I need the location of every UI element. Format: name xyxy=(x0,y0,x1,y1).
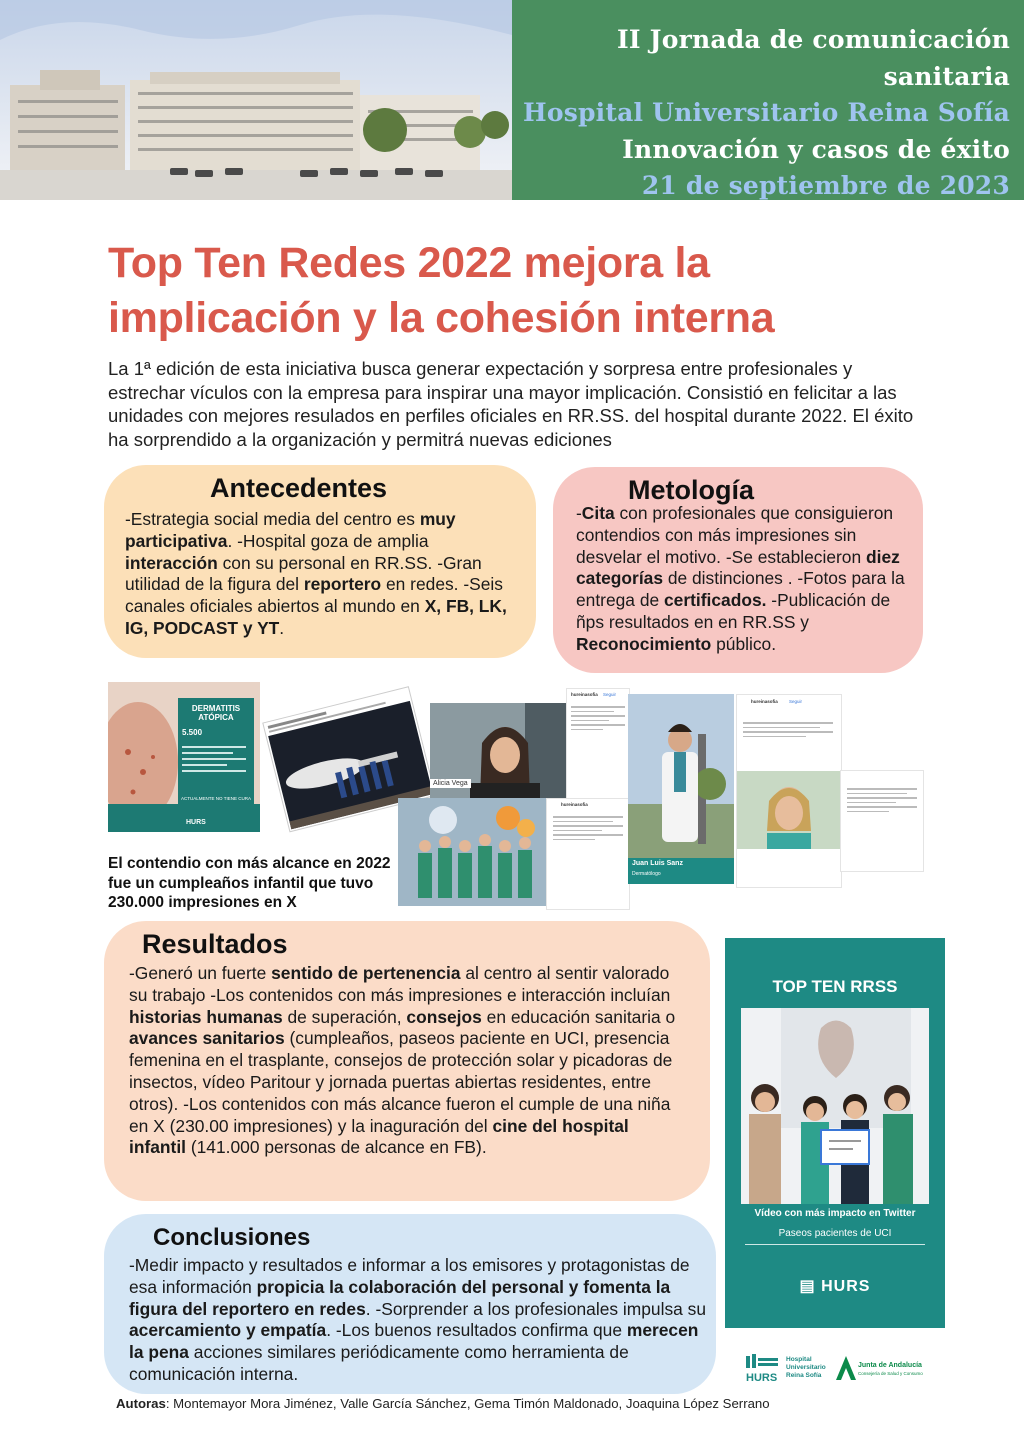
dermatitis-card xyxy=(108,682,260,832)
insta-text-2 xyxy=(553,813,623,843)
insta-text-4 xyxy=(847,785,917,815)
instagram-post-2 xyxy=(546,798,630,910)
birthday-group-photo xyxy=(398,798,546,906)
insta-user-2: hureinasofia xyxy=(561,802,588,807)
dermatitis-card-bullets xyxy=(182,742,246,776)
poster-hurs-logo: ▤ HURS xyxy=(799,1278,871,1295)
insta-text-1 xyxy=(571,703,625,733)
conclusiones-heading: Conclusiones xyxy=(153,1224,311,1251)
dermatitis-card-brand: HURS xyxy=(186,819,206,826)
authors-label: Autoras xyxy=(116,1396,166,1411)
junta-logo-name: Junta de Andalucía xyxy=(858,1362,922,1369)
conclusiones-text: -Medir impacto y resultados e informar a los emisores y protagonistas de esa información propicia la colaboración del personal y fomenta la figura del reportero en redes. -Sorprender a los profesionales impulsa su acercamiento y empatía. -Los buenos resultados confirma que merecen la pena acciones similares periódicamente como herramienta de comunicación interna. xyxy=(129,1255,707,1384)
conclusiones-box xyxy=(104,1214,716,1394)
dermatitis-card-title: DERMATITIS ATÓPICA xyxy=(191,704,241,722)
header-event-title: II Jornada de comunicación sanitaria xyxy=(616,25,1010,91)
dermatologist-video xyxy=(628,694,734,884)
authors-line xyxy=(116,1396,936,1411)
header-hospital-name: Hospital Universitario Reina Sofía xyxy=(523,98,1010,127)
poster-divider xyxy=(745,1244,925,1245)
hospital-illustration xyxy=(0,0,512,200)
intro-paragraph: La 1ª edición de esta iniciativa busca generar expectación y sorpresa entre profesionales y estrechar vículos con la empresa para inspirar una mayor implicación. Consistió en felicitar a las unidades con mejores resulados en perfiles oficiales en RR.SS. del hospital durante 2022. El éxito ha sorprendido a la organización y permitrá nuevas ediciones xyxy=(108,358,914,451)
poster-title-line1: Top Ten Redes 2022 mejora la xyxy=(108,239,710,287)
header-theme: Innovación y casos de éxito xyxy=(622,134,1010,164)
insta-follow-3[interactable]: Seguir xyxy=(789,699,803,704)
poster-card-title: TOP TEN RRSS xyxy=(772,977,898,996)
institution-logos xyxy=(746,1354,946,1390)
insta-user-1: hureinasofia xyxy=(571,692,598,697)
poster-subtitle-topic: Paseos pacientes de UCI xyxy=(778,1228,892,1239)
doctor-role: Dermatólogo xyxy=(632,871,661,877)
dermatitis-card-footer: ACTUALMENTE NO TIENE CURA xyxy=(181,796,251,801)
poster-title-line2: implicación y la cohesión interna xyxy=(108,294,775,342)
junta-logo-dept: Consejería de Salud y Consumo xyxy=(858,1371,923,1376)
header-date: 21 de septiembre de 2023 xyxy=(641,171,1010,200)
metologia-text: -Cita con profesionales que consiguieron contendios con más impresiones sin desvelar el motivo. -Se establecieron diez categorías de distinciones . -Fotos para la entrega de certificados. -Publicación de ñps resultados en en RR.SS y Reconocimiento público. xyxy=(576,503,905,654)
instagram-post-4 xyxy=(840,770,924,872)
header-banner xyxy=(512,0,1024,200)
junta-logo-icon xyxy=(836,1356,856,1380)
authors-names: : Montemayor Mora Jiménez, Valle García Sánchez, Gema Timón Maldonado, Joaquina López Serrano xyxy=(165,1396,770,1411)
poster-subtitle-impact: Vídeo con más impacto en Twitter xyxy=(754,1208,916,1219)
resultados-text: -Generó un fuerte sentido de pertenencia al centro al sentir valorado su trabajo -Los contenidos con más impresiones e interacción incluían historias humanas de superación, consejos en educación sanitaria o avances sanitarios (cumpleaños, paseos paciente en UCI, presencia femenina en el trasplante, consejos de protección solar y picadoras de insectos, vídeo Paritour y jornada puertas abiertas residentes, entre otros). -Los contenidos con más alcance fueron el cumple de una niña en X (230.00 impresiones) y la inaguración del cine del hospital infantil (141.000 personas de alcance en FB). xyxy=(129,963,676,1158)
insta-follow-1[interactable]: Seguir xyxy=(603,692,617,697)
insta-text-3 xyxy=(743,719,833,740)
resultados-heading: Resultados xyxy=(142,929,288,959)
resultados-box xyxy=(104,921,710,1201)
insta-user-3: hureinasofia xyxy=(751,699,778,704)
metologia-heading: Metología xyxy=(628,475,754,505)
nurse-video-thumbnail xyxy=(737,771,841,849)
hurs-logo-text: Hospital Universitario Reina Sofía xyxy=(786,1356,826,1379)
top-ten-poster xyxy=(725,938,945,1328)
instagram-post-3 xyxy=(736,694,842,888)
doctor-name: Juan Luis Sanz xyxy=(632,860,683,867)
dermatitis-card-number: 5.500 xyxy=(182,728,203,737)
collage-caption: El contendio con más alcance en 2022 fue un cumpleaños infantil que tuvo 230.000 impresiones en X xyxy=(108,855,391,911)
antecedentes-text: -Estrategia social media del centro es muy participativa. -Hospital goza de amplia interacción con su personal en RR.SS. -Gran utilidad de la figura del reportero en redes. -Seis canales oficiales abiertos al mundo en X, FB, LK, IG, PODCAST y YT. xyxy=(125,509,507,638)
video-still xyxy=(430,703,566,798)
antecedentes-heading: Antecedentes xyxy=(210,473,388,503)
hurs-logo-icon xyxy=(746,1354,782,1370)
antecedentes-box xyxy=(104,465,536,658)
metologia-box xyxy=(553,467,923,673)
award-group-photo xyxy=(741,1008,929,1204)
video-name-tag: Alicia Vega xyxy=(430,779,471,788)
hurs-logo-brand: HURS xyxy=(746,1372,778,1384)
poster-title xyxy=(108,236,928,346)
poster-logo-mark: ▤ xyxy=(799,1278,822,1295)
